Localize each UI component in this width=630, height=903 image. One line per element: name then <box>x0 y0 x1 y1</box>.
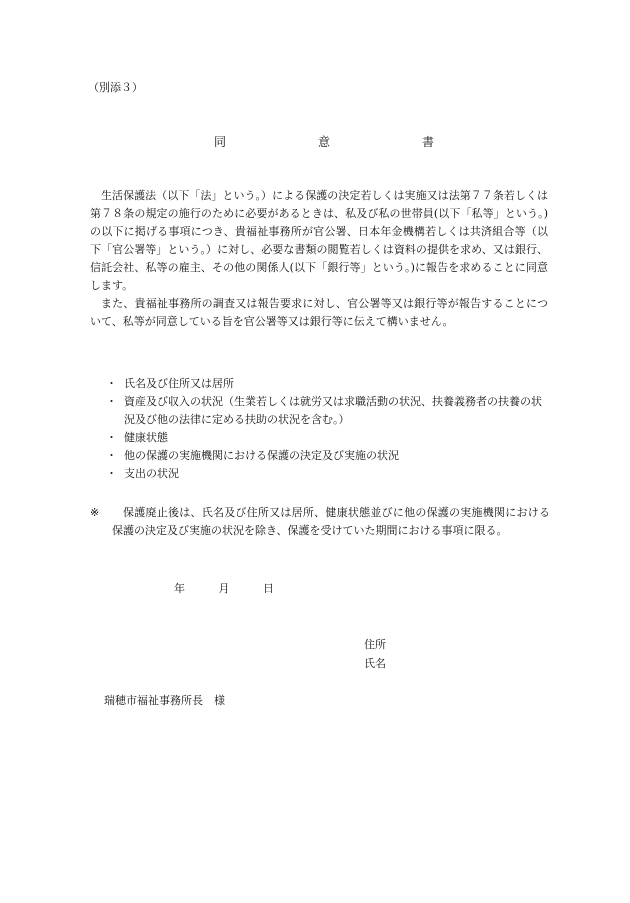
consent-paragraph-1: 生活保護法（以下「法」という。）による保護の決定若しくは実施又は法第７７条若しくは第７８条の規定の施行のために必要があるときは、私及び私の世帯員(以下「私等」という。)の以下に掲げる事項につき、貴福祉事務所が官公署、日本年金機構若しくは共済組合等（以下「官公署等」という。）に対し、必要な書類の閲覧若しくは資料の提供を求め、又は銀行、信託会社、私等の雇主、その他の関係人(以下「銀行等」という。)に報告を求めることに同意します。 <box>90 189 548 292</box>
consent-body <box>90 187 548 331</box>
attachment-label: （別添３） <box>88 81 143 94</box>
consent-paragraph-2: また、貴福祉事務所の調査又は報告要求に対し、官公署等又は銀行等が報告することについて、私等が同意している旨を官公署等又は銀行等に伝えて構いません。 <box>90 297 548 328</box>
list-item <box>106 375 550 393</box>
note <box>90 504 550 540</box>
list-item <box>106 429 550 447</box>
item-text: 健康状態 <box>124 431 168 444</box>
title-char-1: 同 <box>214 135 227 149</box>
address-label: 住所 <box>364 638 386 651</box>
bullet-mark: ・ <box>106 431 117 444</box>
bullet-mark: ・ <box>106 467 117 480</box>
list-item <box>106 447 550 465</box>
note-mark: ※ <box>90 506 100 519</box>
name-label: 氏名 <box>364 657 386 670</box>
date-year: 年 <box>174 582 185 595</box>
item-text: 資産及び収入の状況（生業若しくは就労又は求職活動の状況、扶養義務者の扶養の状況及び他の法律に定める扶助の状況を含む。） <box>124 395 542 426</box>
item-text: 氏名及び住所又は居所 <box>124 377 234 390</box>
list-item <box>106 393 550 429</box>
date-month: 月 <box>218 582 230 595</box>
date-day: 日 <box>263 582 274 595</box>
title-char-3: 書 <box>421 135 434 149</box>
document-title <box>214 133 434 151</box>
note-text: 保護廃止後は、氏名及び住所又は居所、健康状態並びに他の保護の実施機関における保護の決定及び実施の状況を除き、保護を受けていた期間における事項に限る。 <box>112 506 550 537</box>
bullet-mark: ・ <box>106 395 117 408</box>
consent-items-list <box>106 375 550 483</box>
title-char-2: 意 <box>317 135 330 149</box>
bullet-mark: ・ <box>106 377 117 390</box>
bullet-mark: ・ <box>106 449 117 462</box>
date-line <box>174 580 274 598</box>
recipient: 瑞穂市福祉事務所長 様 <box>104 694 225 707</box>
item-text: 他の保護の実施機関における保護の決定及び実施の状況 <box>124 449 399 462</box>
list-item <box>106 465 550 483</box>
item-text: 支出の状況 <box>124 467 179 480</box>
